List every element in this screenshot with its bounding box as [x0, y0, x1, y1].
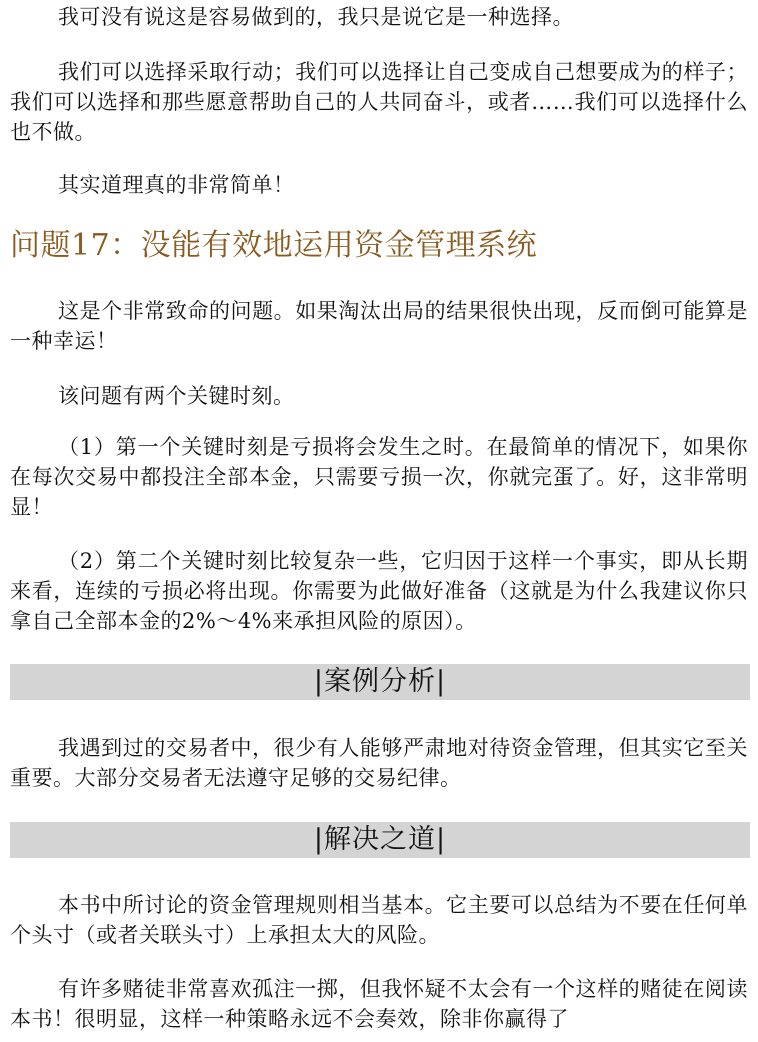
section-bar-solution: |解决之道| [10, 822, 750, 858]
paragraph-second-moment: （2）第二个关键时刻比较复杂一些，它归因于这样一个事实，即从长期来看，连续的亏损必将出现。你需要为此做好准备（这就是为什么我建议你只拿自己全部本金的2%～4%来承担风险的原因）。 [10, 549, 748, 633]
section-heading-problem-17: 问题17：没能有效地运用资金管理系统 [10, 228, 538, 263]
paragraph-choices: 我们可以选择采取行动；我们可以选择让自己变成自己想要成为的样子；我们可以选择和那些愿意帮助自己的人共同奋斗，或者……我们可以选择什么也不做。 [10, 60, 748, 144]
section-bar-case-analysis: |案例分析| [10, 664, 750, 700]
paragraph-simple-truth: 其实道理真的非常简单！ [58, 173, 295, 197]
paragraph-choice-intro: 我可没有说这是容易做到的，我只是说它是一种选择。 [58, 5, 574, 29]
paragraph-two-moments: 该问题有两个关键时刻。 [58, 384, 295, 408]
paragraph-gamblers: 有许多赌徒非常喜欢孤注一掷，但我怀疑不太会有一个这样的赌徒在阅读本书！很明显，这样一种策略永远不会奏效，除非你赢得了 [10, 977, 748, 1031]
paragraph-case-analysis: 我遇到过的交易者中，很少有人能够严肃地对待资金管理，但其实它至关重要。大部分交易者无法遵守足够的交易纪律。 [10, 736, 748, 790]
paragraph-first-moment: （1）第一个关键时刻是亏损将会发生之时。在最简单的情况下，如果你在每次交易中都投注全部本金，只需要亏损一次，你就完蛋了。好，这非常明显！ [10, 435, 748, 519]
paragraph-fatal-problem: 这是个非常致命的问题。如果淘汰出局的结果很快出现，反而倒可能算是一种幸运！ [10, 299, 748, 353]
paragraph-solution: 本书中所讨论的资金管理规则相当基本。它主要可以总结为不要在任何单个头寸（或者关联头寸）上承担太大的风险。 [10, 893, 748, 947]
